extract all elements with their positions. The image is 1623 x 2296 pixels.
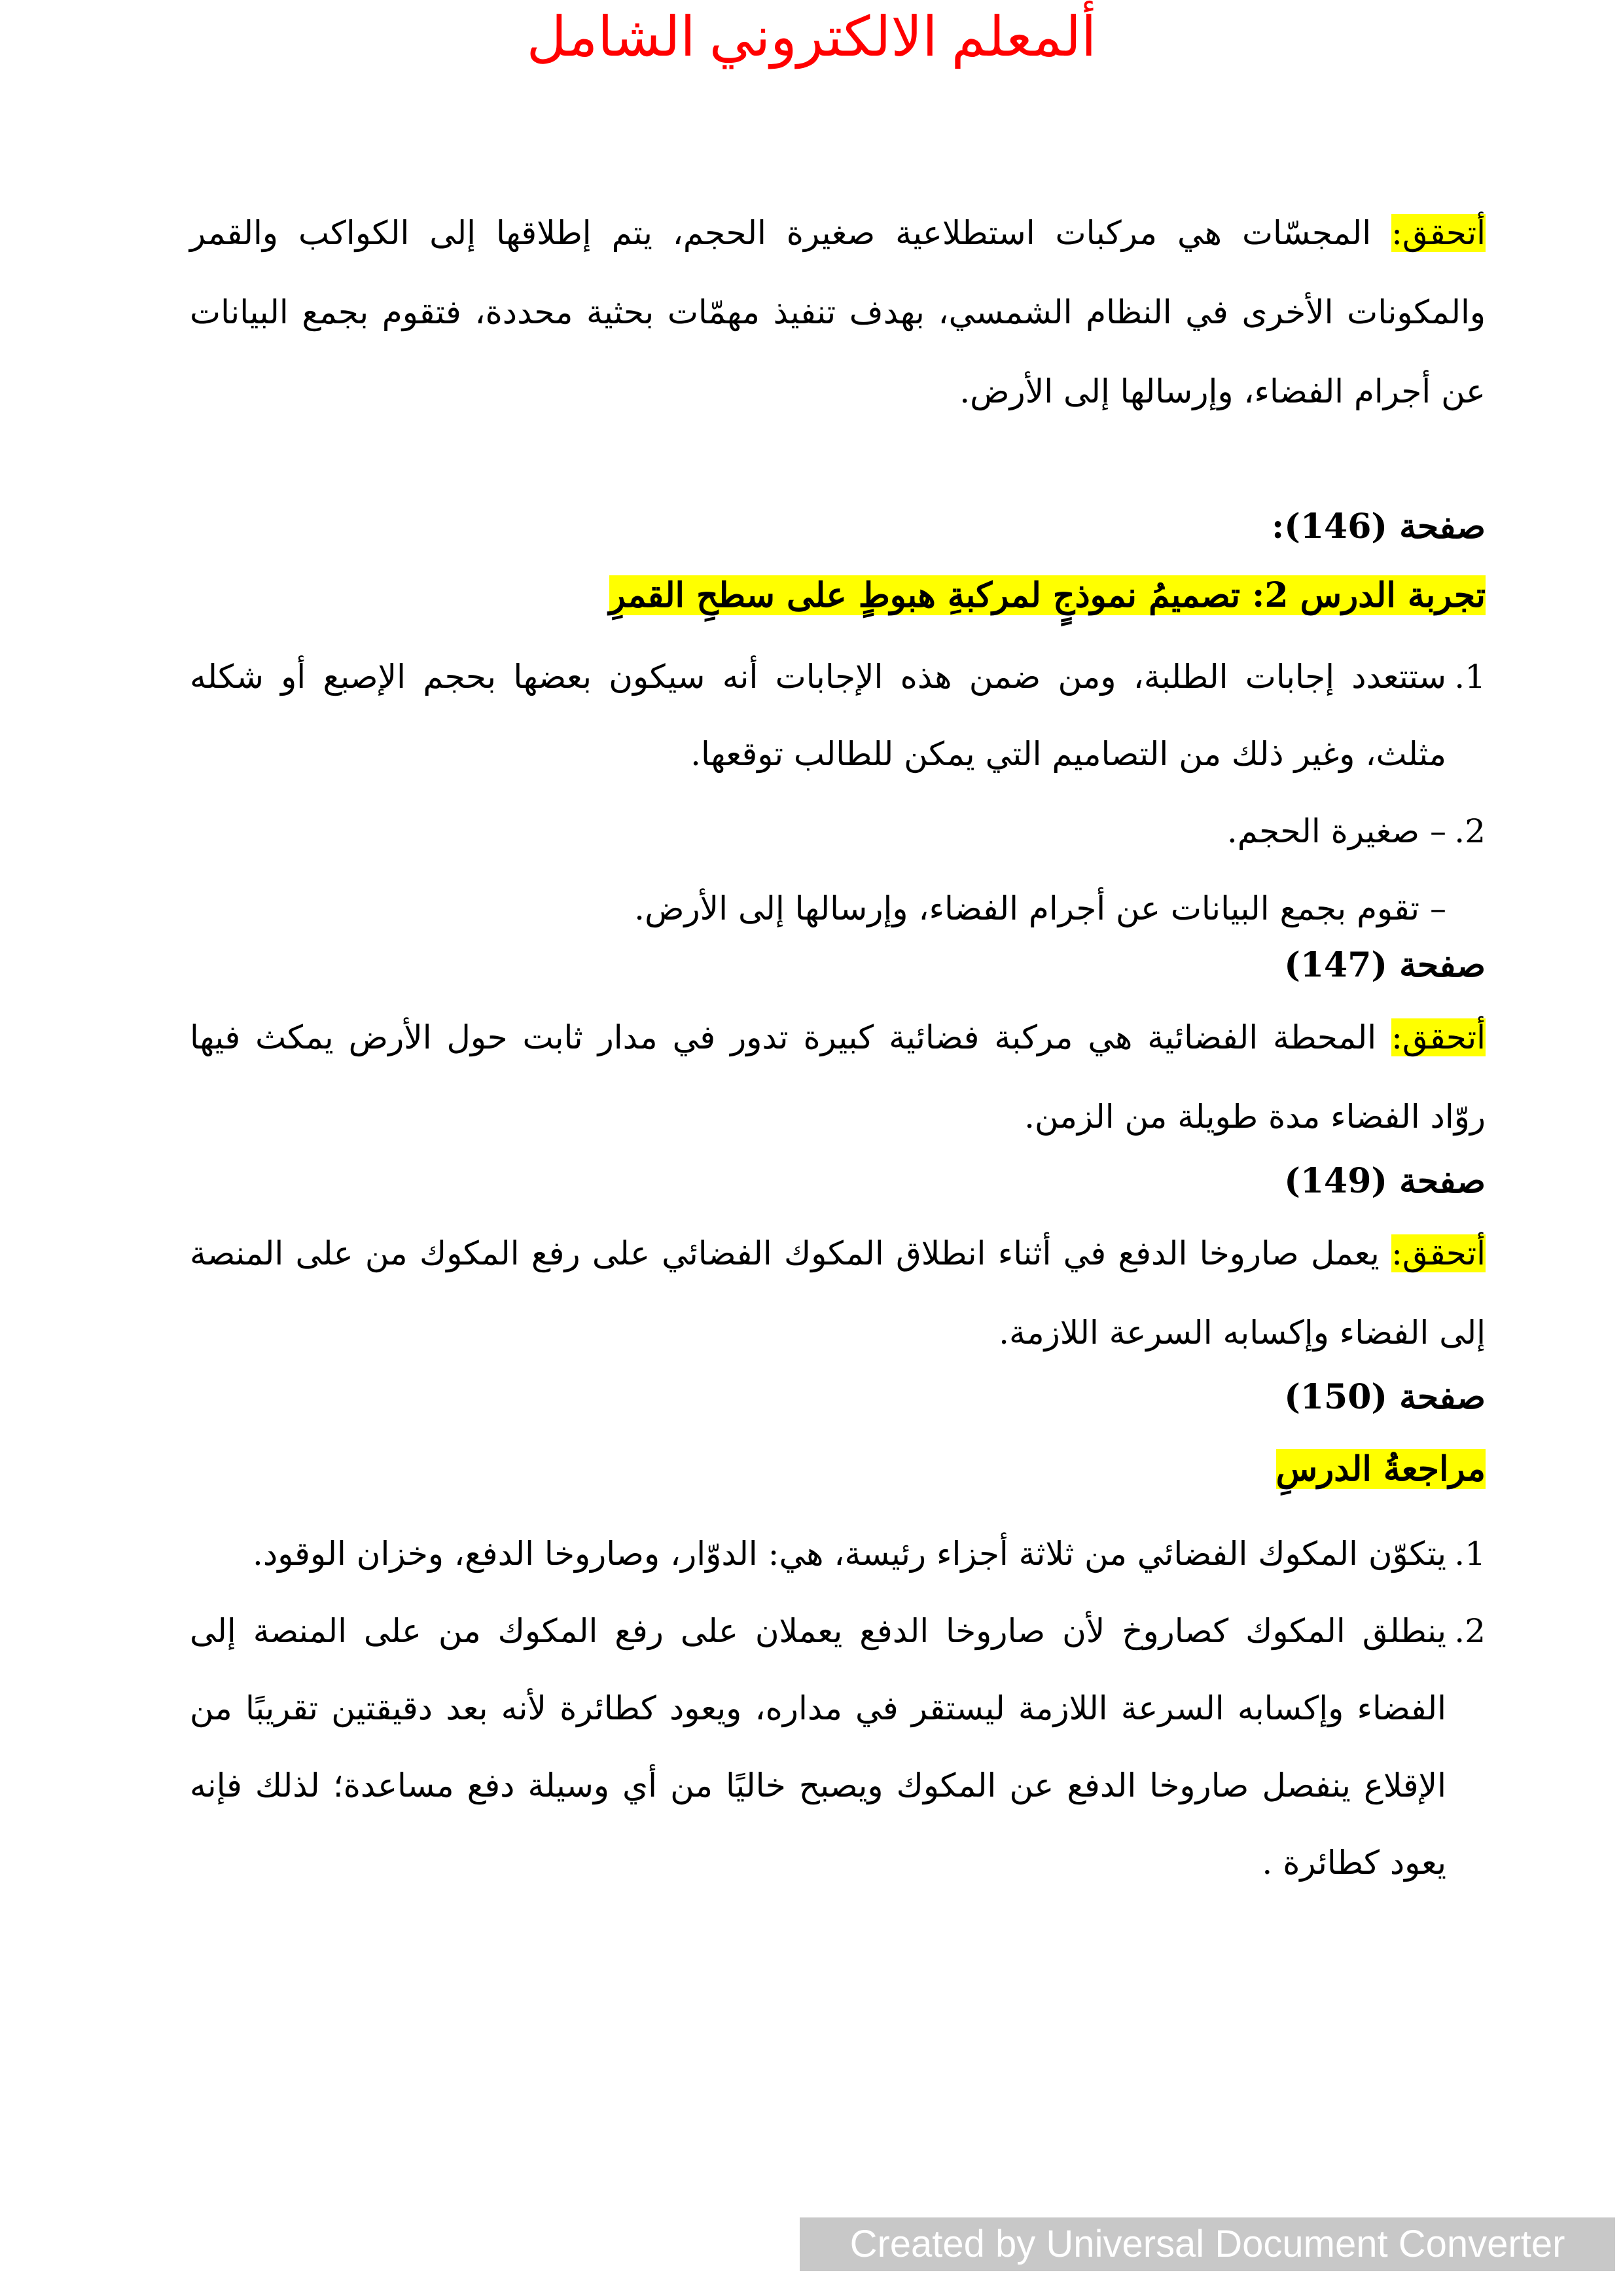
check-label: أتحقق: (1391, 214, 1486, 252)
list-item-text: ينطلق المكوك كصاروخ لأن صاروخا الدفع يعملان على رفع المكوك من على المنصة إلى الفضاء وإكسابه السرعة اللازمة ليستقر في مداره، ويعود كطائرة لأنه بعد دقيقتين تقريبًا من الإقلاع ينفصل صاروخا الدفع عن المكوك ويصبح خاليًا من أي وسيلة دفع مساعدة؛ لذلك فإنه يعود كطائرة . (190, 1612, 1447, 1882)
check-paragraph-1 (190, 194, 1486, 431)
check-text: المجسّات هي مركبات استطلاعية صغيرة الحجم، يتم إطلاقها إلى الكواكب والقمر والمكونات الأخرى في النظام الشمسي، بهدف تنفيذ مهمّات بحثية محددة، فتقوم بجمع البيانات عن أجرام الفضاء، وإرسالها إلى الأرض. (190, 214, 1486, 410)
answer-list-146 (190, 638, 1486, 947)
lesson-review (190, 1437, 1486, 1502)
section-heading-147: صفحة (147) (1284, 945, 1486, 985)
check-label: أتحقق: (1391, 1018, 1486, 1056)
experiment-title-text: تجربة الدرس 2: تصميمُ نموذجٍ لمركبةِ هبوطٍ على سطحِ القمرِ (609, 575, 1486, 615)
lesson-review-title: مراجعةُ الدرسِ (1275, 1449, 1486, 1489)
watermark-footer: Created by Universal Document Converter (800, 2217, 1615, 2271)
section-heading-150: صفحة (150) (1284, 1377, 1486, 1417)
list-item (190, 638, 1486, 793)
list-item-text: – صغيرة الحجم. (1226, 812, 1446, 850)
list-item-text: يتكوّن المكوك الفضائي من ثلاثة أجزاء رئيسة، هي: الدوّار، وصاروخا الدفع، وخزان الوقود. (253, 1535, 1446, 1573)
check-text: المحطة الفضائية هي مركبة فضائية كبيرة تدور في مدار ثابت حول الأرض يمكث فيها روّاد الفضاء مدة طويلة من الزمن. (190, 1018, 1486, 1136)
check-paragraph-147 (190, 998, 1486, 1157)
experiment-title (190, 563, 1486, 628)
section-heading-146: صفحة (146): (1272, 507, 1486, 547)
list-item (190, 1515, 1486, 1592)
list-item-text: – تقوم بجمع البيانات عن أجرام الفضاء، وإرسالها إلى الأرض. (634, 889, 1446, 927)
list-number: 2. (1454, 1612, 1486, 1650)
page-title: ألمعلم الالكتروني الشامل (526, 7, 1097, 68)
answer-list-150 (190, 1515, 1486, 1901)
section-heading-149: صفحة (149) (1284, 1161, 1486, 1201)
list-number: 1. (1454, 658, 1486, 696)
list-item (190, 1592, 1486, 1901)
list-item-text: ستتعدد إجابات الطلبة، ومن ضمن هذه الإجابات أنه سيكون بعضها بحجم الإصبع أو شكله مثلث، وغير ذلك من التصاميم التي يمكن للطالب توقعها. (190, 658, 1446, 773)
list-number: 2. (1454, 812, 1486, 850)
check-paragraph-149 (190, 1214, 1486, 1372)
list-item (190, 793, 1486, 870)
check-label: أتحقق: (1391, 1234, 1486, 1272)
list-number: 1. (1454, 1535, 1486, 1573)
check-text: يعمل صاروخا الدفع في أثناء انطلاق المكوك الفضائي على رفع المكوك من على المنصة إلى الفضاء وإكسابه السرعة اللازمة. (190, 1234, 1486, 1352)
